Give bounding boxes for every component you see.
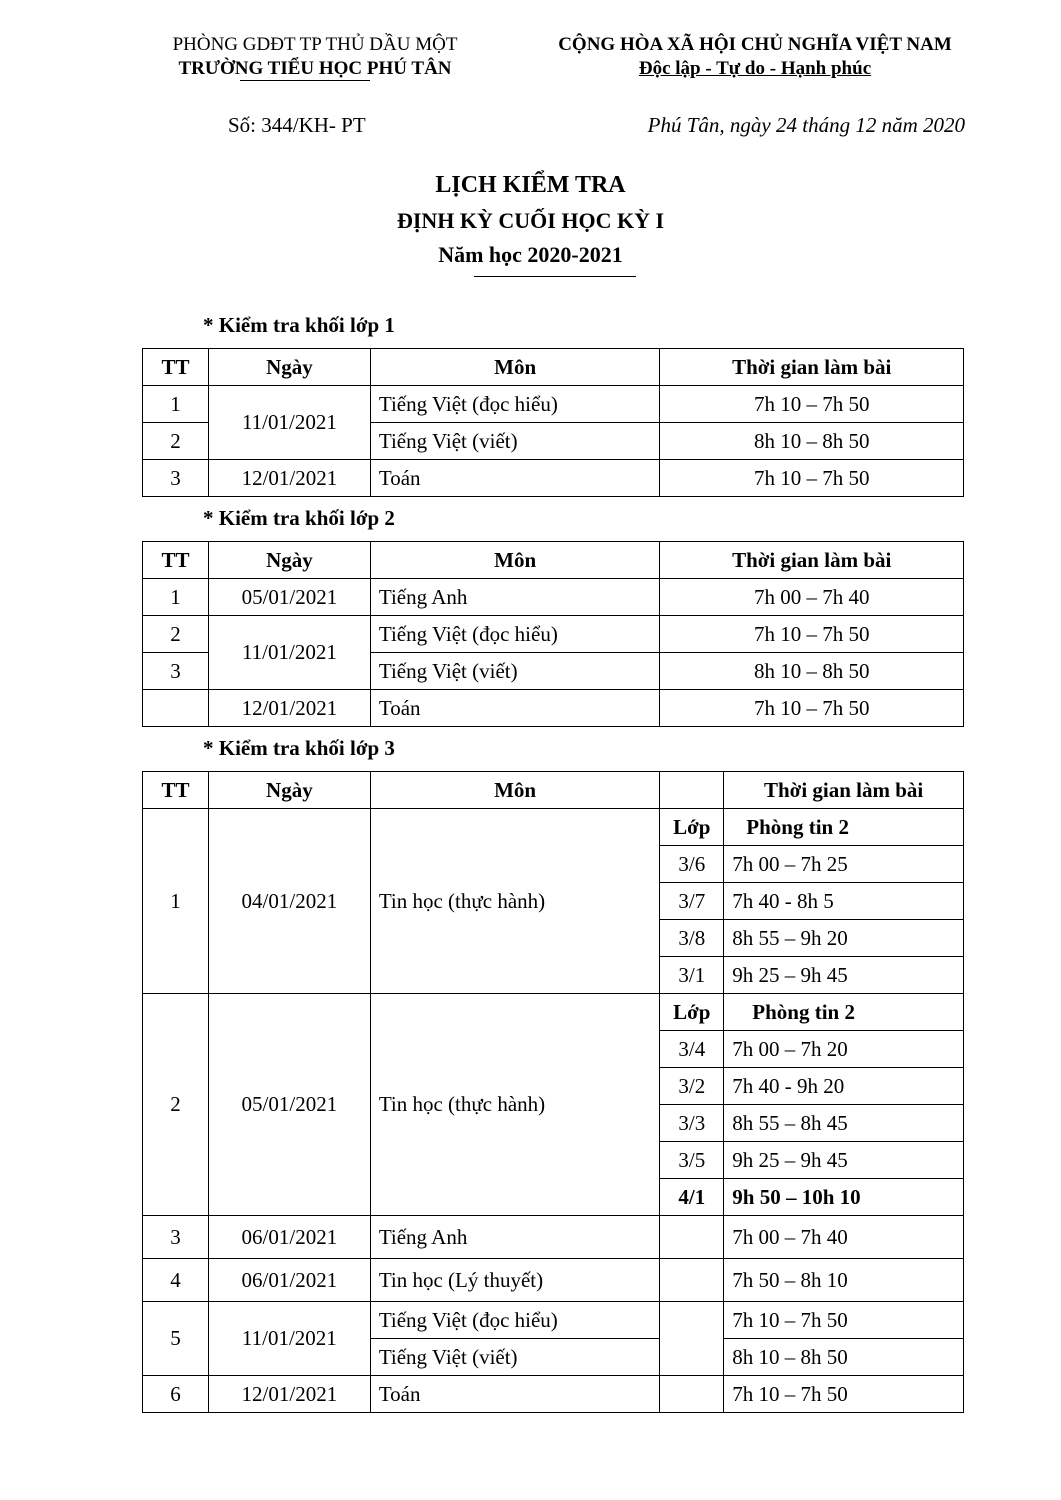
- school-year: Năm học 2020-2021: [438, 242, 623, 267]
- cell-mon: Tiếng Việt (đọc hiểu): [370, 386, 660, 423]
- table-header-row: [143, 542, 964, 579]
- cell-time: 8h 55 – 9h 20: [724, 920, 964, 957]
- title-underline: [474, 276, 636, 277]
- cell-time: 7h 50 – 8h 10: [724, 1259, 964, 1302]
- cell-tt: 1: [143, 809, 209, 994]
- cell-lop: 3/1: [660, 957, 724, 994]
- cell-ngay: 11/01/2021: [208, 616, 370, 690]
- cell-time: 8h 10 – 8h 50: [724, 1339, 964, 1376]
- table-row: [143, 1376, 964, 1413]
- cell-lop-empty: [660, 1302, 724, 1376]
- cell-mon: Tiếng Việt (đọc hiểu): [370, 616, 660, 653]
- cell-time: 8h 10 – 8h 50: [660, 653, 964, 690]
- cell-mon: Tin học (Lý thuyết): [370, 1259, 660, 1302]
- cell-tt: 2: [143, 994, 209, 1216]
- cell-time: 7h 00 – 7h 40: [660, 579, 964, 616]
- cell-tt: 1: [143, 386, 209, 423]
- cell-tt: 3: [143, 653, 209, 690]
- cell-mon: Toán: [370, 460, 660, 497]
- cell-room: Phòng tin 2: [724, 994, 964, 1031]
- cell-time: 8h 55 – 8h 45: [724, 1105, 964, 1142]
- cell-tt: 4: [143, 1259, 209, 1302]
- cell-mon: Tiếng Anh: [370, 1216, 660, 1259]
- table-row: [143, 579, 964, 616]
- national-motto: Độc lập - Tự do - Hạnh phúc: [638, 58, 872, 79]
- table-row: [143, 616, 964, 653]
- cell-mon: Tiếng Việt (đọc hiểu): [370, 1302, 660, 1339]
- cell-time: 9h 25 – 9h 45: [724, 957, 964, 994]
- cell-time: 7h 10 – 7h 50: [660, 690, 964, 727]
- cell-time: 9h 50 – 10h 10: [724, 1179, 964, 1216]
- cell-ngay: 12/01/2021: [208, 1376, 370, 1413]
- cell-ngay: 05/01/2021: [208, 994, 370, 1216]
- grade3-table: [142, 771, 964, 1413]
- national-title: CỘNG HÒA XÃ HỘI CHỦ NGHĨA VIỆT NAM: [558, 34, 952, 55]
- cell-mon: Tiếng Việt (viết): [370, 653, 660, 690]
- cell-mon: Tin học (thực hành): [370, 809, 660, 994]
- col-ngay: Ngày: [208, 542, 370, 579]
- place-date: Phú Tân, ngày 24 tháng 12 năm 2020: [647, 113, 965, 137]
- grade1-heading: * Kiểm tra khối lớp 1: [203, 313, 395, 337]
- col-mon: Môn: [370, 349, 660, 386]
- table-row: [143, 809, 964, 846]
- cell-tt: 5: [143, 1302, 209, 1376]
- cell-lop: 3/3: [660, 1105, 724, 1142]
- col-mon: Môn: [370, 772, 660, 809]
- agency-header: [140, 33, 490, 81]
- cell-lop: 3/8: [660, 920, 724, 957]
- grade1-table: [142, 348, 964, 497]
- cell-mon: Tin học (thực hành): [370, 994, 660, 1216]
- cell-lop-label: Lớp: [660, 994, 724, 1031]
- cell-mon: Tiếng Anh: [370, 579, 660, 616]
- cell-ngay: 12/01/2021: [208, 460, 370, 497]
- col-ngay: Ngày: [208, 349, 370, 386]
- table-row: [143, 1302, 964, 1339]
- table-header-row: [143, 772, 964, 809]
- school-underline: [240, 80, 370, 81]
- national-header: [535, 33, 975, 81]
- cell-ngay: 11/01/2021: [208, 386, 370, 460]
- cell-lop: 3/7: [660, 883, 724, 920]
- col-thoigian: Thời gian làm bài: [724, 772, 964, 809]
- cell-lop-empty: [660, 1259, 724, 1302]
- cell-mon: Toán: [370, 690, 660, 727]
- cell-lop: 3/2: [660, 1068, 724, 1105]
- cell-lop: 3/4: [660, 1031, 724, 1068]
- doc-subtitle: ĐỊNH KỲ CUỐI HỌC KỲ I: [396, 208, 665, 233]
- cell-lop-empty: [660, 1216, 724, 1259]
- cell-time: 7h 10 – 7h 50: [660, 616, 964, 653]
- cell-time: 9h 25 – 9h 45: [724, 1142, 964, 1179]
- cell-lop: 3/6: [660, 846, 724, 883]
- cell-tt: 1: [143, 579, 209, 616]
- doc-title: LỊCH KIỂM TRA: [435, 172, 626, 198]
- col-thoigian: Thời gian làm bài: [660, 349, 964, 386]
- cell-tt: 6: [143, 1376, 209, 1413]
- grade3-heading: * Kiểm tra khối lớp 3: [203, 736, 395, 760]
- cell-tt: 2: [143, 616, 209, 653]
- cell-lop-label: Lớp: [660, 809, 724, 846]
- cell-ngay: 06/01/2021: [208, 1216, 370, 1259]
- col-mon: Môn: [370, 542, 660, 579]
- col-thoigian: Thời gian làm bài: [660, 542, 964, 579]
- cell-time: 7h 00 – 7h 25: [724, 846, 964, 883]
- col-tt: TT: [143, 349, 209, 386]
- cell-lop-empty: [660, 1376, 724, 1413]
- cell-lop: 4/1: [660, 1179, 724, 1216]
- cell-time: 8h 10 – 8h 50: [660, 423, 964, 460]
- col-ngay: Ngày: [208, 772, 370, 809]
- document-number: Số: 344/KH- PT: [228, 113, 366, 137]
- agency-name: PHÒNG GDĐT TP THỦ DẦU MỘT: [172, 34, 458, 55]
- table-row: [143, 386, 964, 423]
- cell-time: 7h 40 - 9h 20: [724, 1068, 964, 1105]
- cell-ngay: 06/01/2021: [208, 1259, 370, 1302]
- cell-time: 7h 10 – 7h 50: [724, 1302, 964, 1339]
- table-row: [143, 460, 964, 497]
- cell-lop: 3/5: [660, 1142, 724, 1179]
- cell-time: 7h 00 – 7h 20: [724, 1031, 964, 1068]
- table-row: [143, 1216, 964, 1259]
- cell-mon: Tiếng Việt (viết): [370, 1339, 660, 1376]
- table-row: [143, 690, 964, 727]
- table-row: [143, 994, 964, 1031]
- cell-time: 7h 00 – 7h 40: [724, 1216, 964, 1259]
- cell-mon: Tiếng Việt (viết): [370, 423, 660, 460]
- col-lop-blank: [660, 772, 724, 809]
- cell-tt: 2: [143, 423, 209, 460]
- table-row: [143, 1259, 964, 1302]
- cell-tt: 3: [143, 1216, 209, 1259]
- cell-time: 7h 10 – 7h 50: [660, 386, 964, 423]
- cell-room: Phòng tin 2: [724, 809, 964, 846]
- cell-ngay: 05/01/2021: [208, 579, 370, 616]
- cell-tt: [143, 690, 209, 727]
- col-tt: TT: [143, 542, 209, 579]
- cell-tt: 3: [143, 460, 209, 497]
- cell-mon: Toán: [370, 1376, 660, 1413]
- cell-time: 7h 10 – 7h 50: [724, 1376, 964, 1413]
- cell-ngay: 11/01/2021: [208, 1302, 370, 1376]
- table-header-row: [143, 349, 964, 386]
- cell-ngay: 12/01/2021: [208, 690, 370, 727]
- cell-time: 7h 10 – 7h 50: [660, 460, 964, 497]
- grade2-heading: * Kiểm tra khối lớp 2: [203, 506, 395, 530]
- school-name: TRƯỜNG TIỂU HỌC PHÚ TÂN: [178, 58, 452, 79]
- grade2-table: [142, 541, 964, 727]
- cell-time: 7h 40 - 8h 5: [724, 883, 964, 920]
- cell-ngay: 04/01/2021: [208, 809, 370, 994]
- col-tt: TT: [143, 772, 209, 809]
